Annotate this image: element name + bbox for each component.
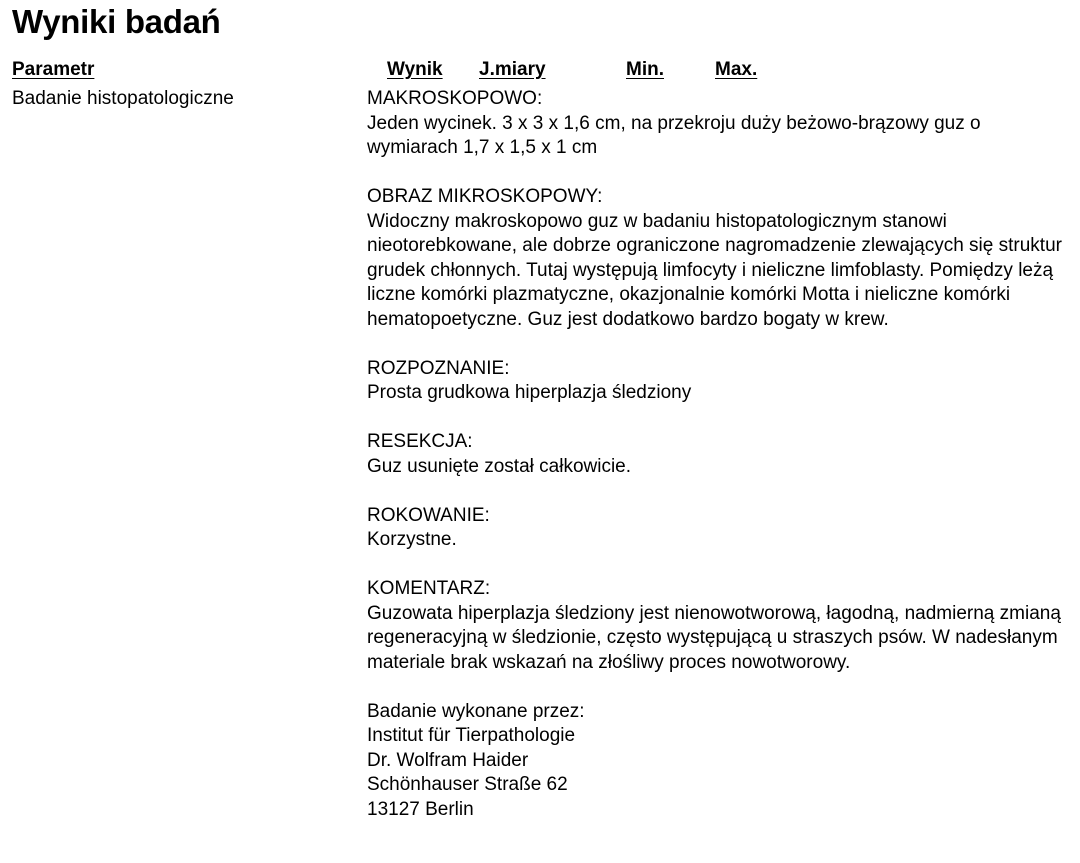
performed-by-doctor: Dr. Wolfram Haider	[367, 749, 529, 771]
column-header-result: Wynik	[387, 59, 443, 80]
section-body: Widoczny makroskopowo guz w badaniu histopatologicznym stanowi nieotorebkowane, ale dobrze ograniczone nagromadzenie zlewających się struktur grudek chłonnych. Tutaj występują limfocyty i nieliczne limfoblasty. Pomiędzy leżą liczne komórki plazmatyczne, okazjonalnie komórki Motta i nieliczne komórki hematopoetyczne. Guz jest dodatkowo bardzo bogaty w krew.	[367, 210, 1062, 330]
column-header-parameter: Parametr	[12, 59, 95, 80]
section-body: Korzystne.	[367, 529, 457, 550]
section-heading: ROZPOZNANIE:	[367, 357, 510, 379]
section-heading: OBRAZ MIKROSKOPOWY:	[367, 186, 603, 207]
section-prognosis	[367, 504, 1072, 553]
section-heading: RESEKCJA:	[367, 431, 473, 452]
section-heading: ROKOWANIE:	[367, 504, 490, 526]
section-macroscopic	[367, 87, 1072, 161]
page-title: Wyniki badań	[12, 3, 221, 40]
section-heading: KOMENTARZ:	[367, 578, 491, 599]
section-body: Jeden wycinek. 3 x 3 x 1,6 cm, na przekroju duży beżowo-brązowy guz o wymiarach 1,7 x 1,5 x 1 cm	[367, 112, 981, 158]
section-body: Guzowata hiperplazja śledziony jest nienowotworową, łagodną, nadmierną zmianą regeneracyjną w śledzionie, często występującą u straszych psów. W nadesłanym materiale brak wskazań na złośliwy proces nowotworowy.	[367, 602, 1061, 673]
section-comment	[367, 577, 1072, 675]
column-header-unit: J.miary	[479, 59, 546, 80]
performed-by	[367, 700, 1072, 823]
section-microscopic	[367, 185, 1072, 332]
parameter-name: Badanie histopatologiczne	[12, 88, 234, 109]
section-heading: MAKROSKOPOWO:	[367, 88, 543, 109]
section-body: Guz usunięte został całkowicie.	[367, 455, 632, 477]
performed-by-institute: Institut für Tierpathologie	[367, 725, 576, 746]
column-header-max: Max.	[715, 59, 758, 80]
section-diagnosis	[367, 357, 1072, 406]
section-resection	[367, 430, 1072, 479]
result-content	[367, 87, 1072, 822]
performed-by-city: 13127 Berlin	[367, 798, 474, 820]
performed-by-label: Badanie wykonane przez:	[367, 700, 585, 722]
performed-by-street: Schönhauser Straße 62	[367, 774, 568, 795]
section-body: Prosta grudkowa hiperplazja śledziony	[367, 382, 692, 403]
column-header-min: Min.	[626, 59, 664, 80]
